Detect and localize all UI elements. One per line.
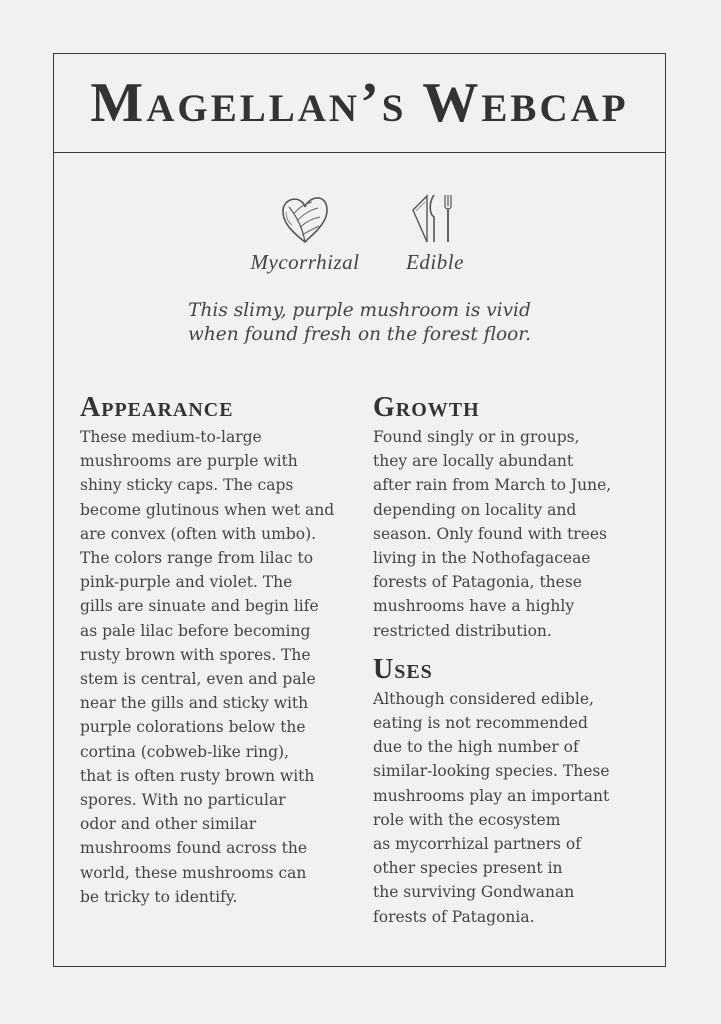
text-line: eating is not recommended bbox=[373, 714, 588, 733]
text-line: due to the high number of bbox=[373, 738, 579, 757]
text-line: stem is central, even and pale bbox=[80, 670, 316, 689]
text-line: restricted distribution. bbox=[373, 621, 552, 640]
leaf-icon bbox=[278, 192, 332, 246]
uses-heading: Uses bbox=[373, 653, 433, 685]
edible-badge bbox=[390, 192, 480, 275]
text-line: be tricky to identify. bbox=[80, 887, 238, 906]
text-line: Found singly or in groups, bbox=[373, 428, 580, 446]
text-line: These medium-to-large bbox=[80, 428, 262, 446]
mycorrhizal-label: Mycorrhizal bbox=[250, 250, 360, 274]
text-line: mushrooms are purple with bbox=[80, 452, 298, 471]
text-line: living in the Nothofagaceae bbox=[373, 549, 591, 568]
text-line: as mycorrhizal partners of bbox=[373, 835, 581, 854]
text-line: spores. With no particular bbox=[80, 791, 286, 810]
text-line: mushrooms have a highly bbox=[373, 597, 575, 616]
info-card bbox=[53, 53, 666, 967]
text-line: gills are sinuate and begin life bbox=[80, 597, 319, 616]
text-line: pink-purple and violet. The bbox=[80, 573, 293, 592]
text-line: forests of Patagonia, these bbox=[373, 573, 582, 592]
right-column bbox=[373, 393, 643, 929]
title-band bbox=[54, 54, 665, 153]
text-line: become glutinous when wet and bbox=[80, 500, 335, 519]
text-line: mushrooms play an important bbox=[373, 786, 610, 805]
text-line: as pale lilac before becoming bbox=[80, 621, 311, 640]
uses-section bbox=[373, 655, 643, 929]
tagline-line: when found fresh on the forest floor. bbox=[188, 324, 531, 345]
text-line: after rain from March to June, bbox=[373, 476, 612, 495]
text-line: they are locally abundant bbox=[373, 452, 574, 471]
edible-label: Edible bbox=[406, 250, 464, 274]
text-line: mushrooms found across the bbox=[80, 839, 308, 858]
tagline bbox=[54, 299, 665, 347]
text-line: rusty brown with spores. The bbox=[80, 645, 311, 664]
mycorrhizal-badge bbox=[240, 192, 370, 275]
text-line: near the gills and sticky with bbox=[80, 694, 309, 713]
growth-text bbox=[373, 425, 643, 643]
text-line: season. Only found with trees bbox=[373, 524, 608, 543]
text-line: world, these mushrooms can bbox=[80, 863, 307, 882]
uses-text bbox=[373, 687, 643, 929]
text-line: similar-looking species. These bbox=[373, 762, 610, 781]
text-line: are convex (often with umbo). bbox=[80, 524, 317, 543]
text-line: purple colorations below the bbox=[80, 718, 306, 737]
text-line: shiny sticky caps. The caps bbox=[80, 476, 294, 495]
growth-heading: Growth bbox=[373, 392, 480, 423]
page-title: Magellan’s Webcap bbox=[90, 72, 629, 134]
text-line: role with the ecosystem bbox=[373, 810, 561, 829]
text-line: the surviving Gondwanan bbox=[373, 883, 575, 902]
text-line: other species present in bbox=[373, 859, 563, 878]
cutlery-icon bbox=[405, 192, 465, 246]
text-line: depending on locality and bbox=[373, 500, 577, 519]
growth-section bbox=[373, 393, 643, 643]
text-line: odor and other similar bbox=[80, 815, 257, 834]
icon-row bbox=[54, 192, 665, 282]
appearance-heading: Appearance bbox=[80, 392, 234, 423]
text-line: Although considered edible, bbox=[373, 689, 594, 708]
text-line: forests of Patagonia. bbox=[373, 907, 535, 926]
appearance-section bbox=[80, 393, 360, 909]
appearance-text bbox=[80, 425, 360, 909]
tagline-line: This slimy, purple mushroom is vivid bbox=[188, 300, 531, 321]
text-line: The colors range from lilac to bbox=[80, 549, 314, 568]
text-line: cortina (cobweb-like ring), bbox=[80, 742, 289, 761]
text-line: that is often rusty brown with bbox=[80, 766, 315, 785]
